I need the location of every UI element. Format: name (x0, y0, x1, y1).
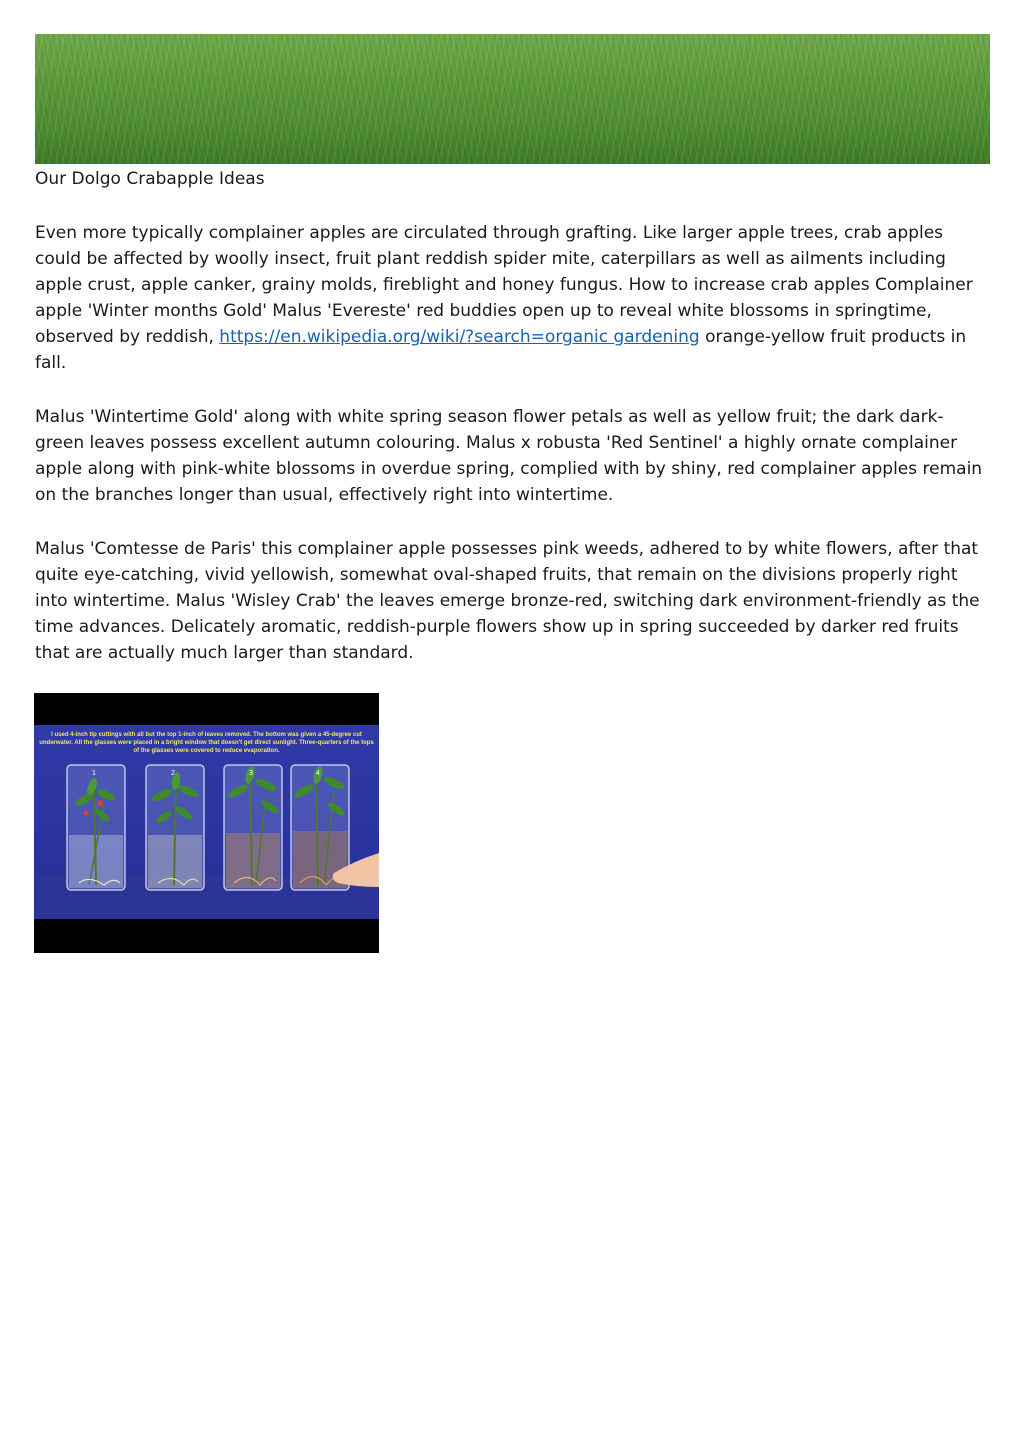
article-heading: Our Dolgo Crabapple Ideas (35, 169, 265, 189)
wikipedia-organic-gardening-link[interactable]: https://en.wikipedia.org/wiki/?search=organic gardening (219, 327, 700, 347)
video-frame-image (34, 725, 379, 919)
paragraph-1 (35, 220, 990, 376)
paragraph-1-text-end: orange-yellow fruit products in fall. (35, 327, 967, 373)
glass-2 (146, 765, 204, 890)
glass-3 (224, 765, 282, 890)
paragraph-3: Malus 'Comtesse de Paris' this complainer apple possesses pink weeds, adhered to by white flowers, after that quite eye-catching, vivid yellowish, somewhat oval-shaped fruits, that remain on the divisions properly right into wintertime. Malus 'Wisley Crab' the leaves emerge bronze-red, switching dark environment-friendly as the time advances. Delicately aromatic, reddish-purple flowers show up in spring succeeded by darker red fruits that are actually much larger than standard. (35, 539, 980, 663)
video-caption-text: I used 4-inch tip cuttings with all but the top 1-inch of leaves removed. The bottom was given a 45-degree cut underwater. All the glasses were placed in a bright window that doesn't get direct sunlight. Three-quarters of the tops of the glasses were covered to reduce evaporation. (39, 732, 374, 754)
banner-grass-image (35, 34, 990, 164)
article (35, 34, 990, 953)
glass-number-1: 1 (92, 770, 96, 777)
glass-number-4: 4 (316, 770, 320, 777)
paragraph-2: Malus 'Wintertime Gold' along with white spring season flower petals as well as yellow fruit; the dark dark-green leaves possess excellent autumn colouring. Malus x robusta 'Red Sentinel' a highly ornate complainer apple along with pink-white blossoms in overdue spring, complied with by shiny, red complainer apples remain on the branches longer than usual, effectively right into wintertime. (35, 407, 983, 505)
video-thumbnail[interactable] (34, 693, 379, 953)
paragraph-1-text-start: Even more typically complainer apples are circulated through grafting. Like larger apple trees, crab apples could be affected by woolly insect, fruit plant reddish spider mite, caterpillars as well as ailments including apple crust, apple canker, grainy molds, fireblight and honey fungus. How to increase crab apples Complainer apple 'Winter months Gold' Malus 'Evereste' red buddies open up to reveal white blossoms in springtime, observed by reddish, (35, 223, 973, 347)
glass-number-3: 3 (249, 770, 253, 777)
glass-number-2: 2 (171, 770, 175, 777)
glass-1 (67, 765, 125, 890)
